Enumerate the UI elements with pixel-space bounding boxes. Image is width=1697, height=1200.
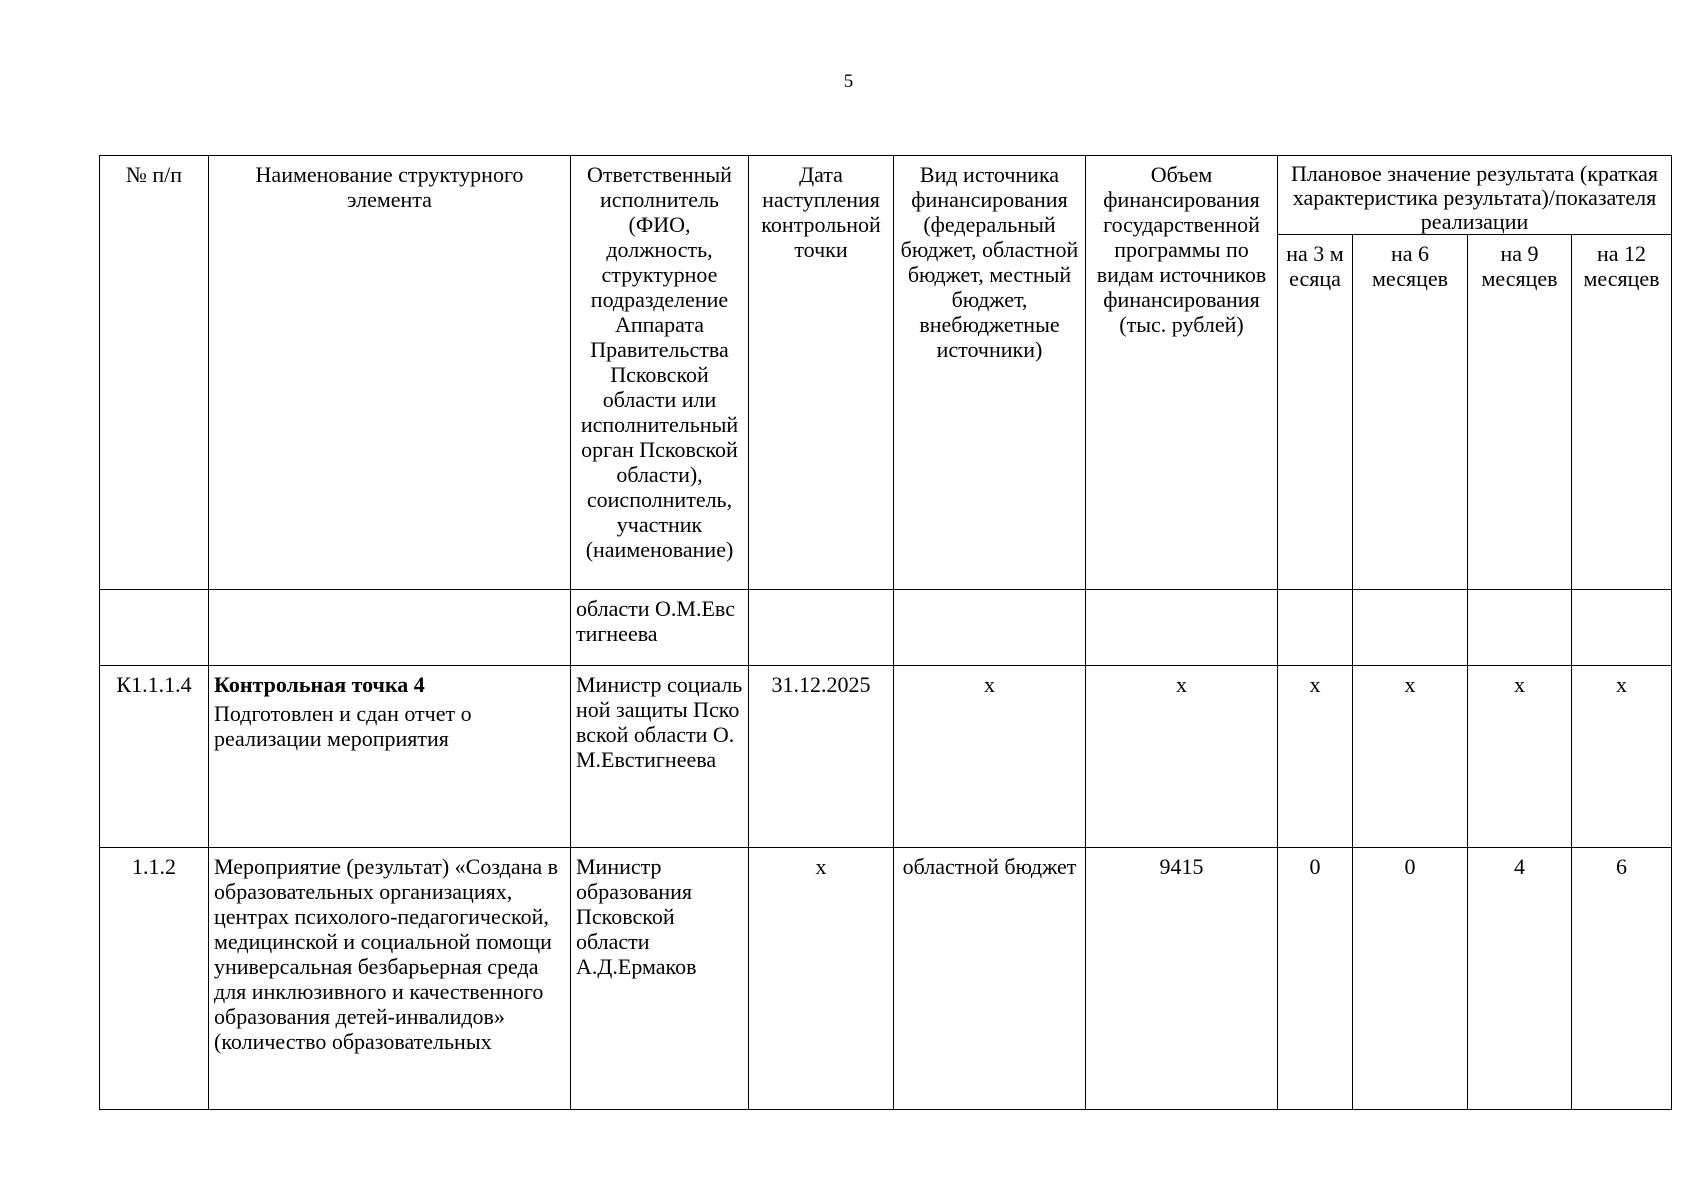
cell-name-title: Контрольная точка 4 xyxy=(214,672,425,697)
cell-date: 31.12.2025 xyxy=(749,666,894,848)
header-num: № п/п xyxy=(100,156,209,590)
cell-source: областной бюджет xyxy=(894,848,1086,1110)
cell-name xyxy=(209,590,571,666)
cell-num: 1.1.2 xyxy=(100,848,209,1110)
header-3-months: на 3 месяца xyxy=(1278,235,1353,590)
cell-6-months xyxy=(1353,590,1468,666)
cell-12-months xyxy=(1572,590,1672,666)
cell-9-months: 4 xyxy=(1468,848,1572,1110)
cell-12-months: x xyxy=(1572,666,1672,848)
cell-responsible: Министр социальной защиты Псковской области О.М.Евстигнеева xyxy=(571,666,749,848)
table-row xyxy=(100,590,1672,666)
cell-3-months: x xyxy=(1278,666,1353,848)
header-responsible: Ответственный исполнитель (ФИО, должность, структурное подразделение Аппарата Правительства Псковской области или исполнительный орган Псковской области), соисполнитель, участник (наименование) xyxy=(571,156,749,590)
header-volume: Объем финансирования государственной программы по видам источников финансирования (тыс. рублей) xyxy=(1086,156,1278,590)
header-name: Наименование структурного элемента xyxy=(209,156,571,590)
cell-responsible: области О.М.Евстигнеева xyxy=(571,590,749,666)
header-6-months: на 6 месяцев xyxy=(1353,235,1468,590)
table-row xyxy=(100,666,1672,848)
cell-volume xyxy=(1086,590,1278,666)
cell-volume: x xyxy=(1086,666,1278,848)
cell-6-months: x xyxy=(1353,666,1468,848)
cell-name-text: Мероприятие (результат) «Создана в образовательных организациях, центрах психолого-педагогической, медицинской и социальной помощи универсальная безбарьерная среда для инклюзивного и качественного образования детей-инвалидов» (количество образовательных xyxy=(214,854,559,1054)
cell-3-months: 0 xyxy=(1278,848,1353,1110)
cell-date xyxy=(749,590,894,666)
page-number: 5 xyxy=(843,71,854,92)
cell-num xyxy=(100,590,209,666)
cell-volume: 9415 xyxy=(1086,848,1278,1110)
cell-9-months: x xyxy=(1468,666,1572,848)
header-plan-group: Плановое значение результата (краткая характеристика результата)/показателя реализации xyxy=(1278,156,1672,235)
cell-responsible: Министр образования Псковской области А.Д.Ермаков xyxy=(571,848,749,1110)
header-row xyxy=(100,156,1672,235)
cell-3-months xyxy=(1278,590,1353,666)
cell-num: К1.1.1.4 xyxy=(100,666,209,848)
cell-6-months: 0 xyxy=(1353,848,1468,1110)
program-table xyxy=(99,155,1672,1110)
header-source: Вид источника финансирования (федеральный бюджет, областной бюджет, местный бюджет, внебюджетные источники) xyxy=(894,156,1086,590)
cell-source xyxy=(894,590,1086,666)
header-date: Дата наступления контрольной точки xyxy=(749,156,894,590)
table-row xyxy=(100,848,1672,1110)
cell-name-text: Подготовлен и сдан отчет о реализации мероприятия xyxy=(214,701,472,751)
cell-12-months: 6 xyxy=(1572,848,1672,1110)
header-12-months: на 12 месяцев xyxy=(1572,235,1672,590)
header-9-months: на 9 месяцев xyxy=(1468,235,1572,590)
cell-source: x xyxy=(894,666,1086,848)
cell-name xyxy=(209,666,571,848)
cell-9-months xyxy=(1468,590,1572,666)
cell-date: x xyxy=(749,848,894,1110)
cell-name xyxy=(209,848,571,1110)
